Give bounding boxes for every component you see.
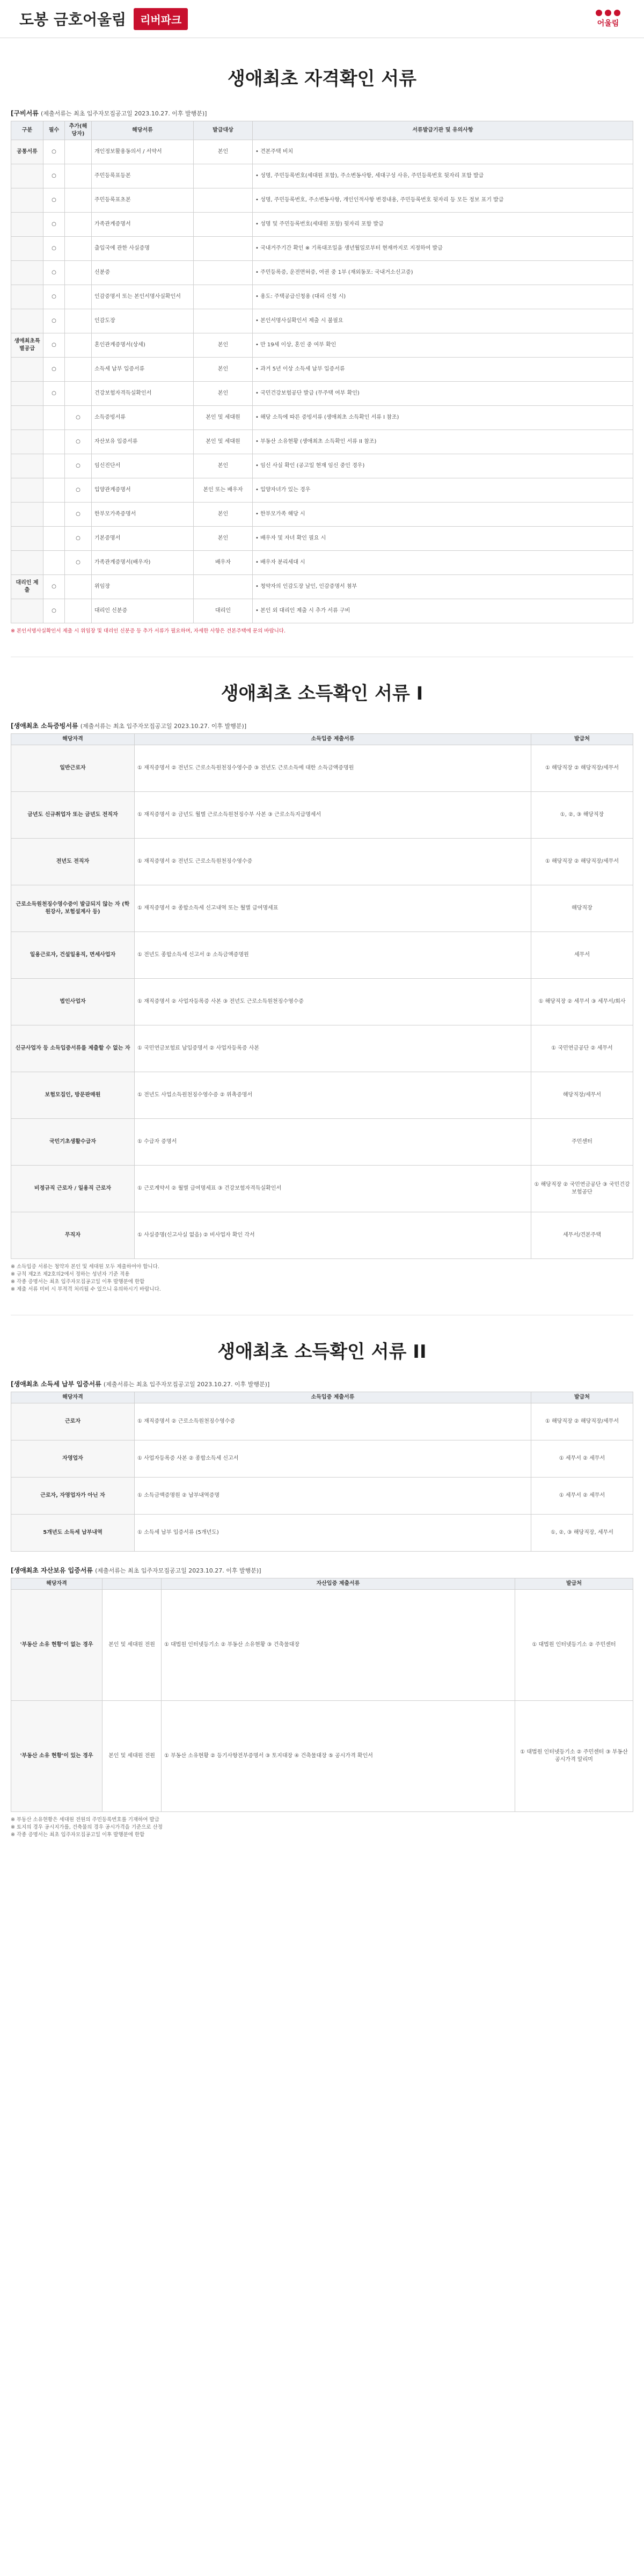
table-cell: ○ (43, 333, 65, 358)
table-cell (43, 551, 65, 575)
top-header (0, 0, 644, 38)
table-cell: ① 소득금액증명원 ② 납부내역증명 (135, 1478, 531, 1515)
table-cell: ① 부동산 소유현황 ② 등기사항전부증명서 ③ 토지대장 ④ 건축물대장 ⑤ 공시가격 확인서 (162, 1701, 515, 1812)
table-cell: 일반근로자 (11, 745, 135, 792)
table-cell: 가족관계증명서 (92, 213, 194, 237)
table-cell: ○ (43, 261, 65, 285)
table-row (11, 309, 633, 333)
table-row (11, 213, 633, 237)
table-cell: • 과거 5년 이상 소득세 납부 입증서류 (253, 358, 633, 382)
table-cell: ○ (65, 551, 92, 575)
table-cell: ① 수급자 증명서 (135, 1119, 531, 1166)
table-cell: 기본증명서 (92, 527, 194, 551)
table-cell: 신규사업자 등 소득입증서류를 제출할 수 없는 자 (11, 1025, 135, 1072)
table-cell: • 국민건강보험공단 발급 (무주택 여부 확인) (253, 382, 633, 406)
table-row (11, 188, 633, 213)
section1-title: 생애최초 자격확인 서류 (227, 68, 417, 90)
table-cell: 세무서 (531, 932, 633, 979)
col-header: 발급대상 (194, 121, 253, 140)
note-line: ※ 토지의 경우 공시지가를, 건축물의 경우 공시가격을 기준으로 산정 (11, 1824, 163, 1830)
table-cell (65, 140, 92, 164)
section1-table (11, 121, 633, 623)
section3-subtitle-note: (제출서류는 최초 입주자모집공고일 2023.10.27. 이후 발행분)] (103, 1381, 270, 1388)
table-cell: ○ (65, 430, 92, 454)
section3-subtitle-label: [생애최초 소득세 납부 입증서류 (11, 1380, 101, 1388)
table-row (11, 745, 633, 792)
table-cell: 주민등록표초본 (92, 188, 194, 213)
logo-text: 어울림 (597, 19, 619, 28)
table-cell: 5개년도 소득세 납부내역 (11, 1515, 135, 1552)
table-row (11, 285, 633, 309)
section2-table (11, 733, 633, 1259)
table-cell: ○ (65, 454, 92, 478)
table-cell: 출입국에 관한 사실증명 (92, 237, 194, 261)
section1-table-header (11, 121, 633, 140)
table-cell: ①, ②, ③ 해당직장 (531, 792, 633, 839)
table-cell: '부동산 소유 현황'이 없는 경우 (11, 1590, 103, 1701)
table-cell: 개인정보활용동의서 / 서약서 (92, 140, 194, 164)
table-row (11, 358, 633, 382)
table-cell: 본인 (194, 454, 253, 478)
table-cell: 국민기초생활수급자 (11, 1119, 135, 1166)
table-cell (43, 430, 65, 454)
brand-logo (596, 10, 620, 28)
table-row (11, 1403, 633, 1440)
col-header: 추가(해당자) (65, 121, 92, 140)
table-cell: '부동산 소유 현황'이 있는 경우 (11, 1701, 103, 1812)
table-cell: 주민센터 (531, 1119, 633, 1166)
table-row (11, 1212, 633, 1259)
col-header: 자산입증 제출서류 (162, 1578, 515, 1590)
table-row (11, 140, 633, 164)
table-row (11, 1025, 633, 1072)
col-header: 발급처 (531, 1392, 633, 1403)
table-cell: 본인 (194, 358, 253, 382)
table-cell: • 성명, 주민등록번호(세대원 포함), 주소변동사항, 세대구성 사유, 주민등록번호 뒷자리 포함 발급 (253, 164, 633, 188)
table-cell: 대리인 (194, 599, 253, 623)
table-cell: 공통서류 (11, 140, 43, 164)
table-cell (11, 213, 43, 237)
table-cell: ① 세무서 ② 세무서 (531, 1478, 633, 1515)
table-row (11, 333, 633, 358)
table-cell: 본인 또는 배우자 (194, 478, 253, 503)
table-cell: 자영업자 (11, 1440, 135, 1478)
section3-asset-header (11, 1578, 633, 1590)
note-line: ※ 각종 증명서는 최초 입주자모집공고일 이후 발행분에 한함 (11, 1279, 145, 1285)
note-line: ※ 규칙 제2조 제2호의2에서 정하는 성년자 기준 적용 (11, 1271, 130, 1277)
table-row (11, 454, 633, 478)
table-cell (194, 309, 253, 333)
table-cell: • 임신 사실 확인 (공고일 현재 임신 중인 경우) (253, 454, 633, 478)
table-cell (43, 503, 65, 527)
table-cell: 본인 및 세대원 (194, 406, 253, 430)
table-cell: 본인 (194, 140, 253, 164)
table-cell: ① 소득세 납부 입증서류 (5개년도) (135, 1515, 531, 1552)
table-cell: ○ (43, 285, 65, 309)
table-cell: ① 해당직장 ② 국민연금공단 ③ 국민건강보험공단 (531, 1166, 633, 1212)
table-cell: • 국내거주기간 확인 ※ 기록대조일을 생년월일로부터 현재까지로 지정하여 발급 (253, 237, 633, 261)
table-cell: 본인 (194, 382, 253, 406)
table-cell: 본인 및 세대원 전원 (103, 1701, 162, 1812)
table-cell: • 만 19세 이상, 혼인 중 여부 확인 (253, 333, 633, 358)
table-cell: 대리인 제출 (11, 575, 43, 599)
table-cell (65, 237, 92, 261)
table-row (11, 1701, 633, 1812)
table-cell: 위임장 (92, 575, 194, 599)
table-row (11, 527, 633, 551)
section1-subtitle (11, 108, 644, 118)
table-cell: 근로소득원천징수영수증이 발급되지 않는 자 (학원강사, 보험설계사 등) (11, 885, 135, 932)
table-cell (11, 188, 43, 213)
table-cell: • 본인 외 대리인 제출 시 추가 서류 구비 (253, 599, 633, 623)
table-row (11, 503, 633, 527)
table-row (11, 885, 633, 932)
table-cell: • 용도: 주택공급신청용 (대리 신청 시) (253, 285, 633, 309)
table-row (11, 1590, 633, 1701)
table-cell: • 한부모가족 해당 시 (253, 503, 633, 527)
table-cell: ○ (43, 140, 65, 164)
table-cell: 소득세 납부 입증서류 (92, 358, 194, 382)
table-row (11, 406, 633, 430)
table-row (11, 1166, 633, 1212)
table-cell: 금년도 신규취업자 또는 금년도 전직자 (11, 792, 135, 839)
table-cell: 무직자 (11, 1212, 135, 1259)
table-cell: 근로자 (11, 1403, 135, 1440)
table-cell: ① 사실증명(신고사실 없음) ② 비사업자 확인 각서 (135, 1212, 531, 1259)
table-cell (65, 333, 92, 358)
footnote-text: ※ 본인서명사실확인서 제출 시 위임장 및 대리인 신분증 등 추가 서류가 필요하며, 자세한 사항은 견본주택에 문의 바랍니다. (11, 628, 286, 634)
table-cell: ○ (43, 599, 65, 623)
table-cell: 건강보험자격득실확인서 (92, 382, 194, 406)
table-cell: 배우자 (194, 551, 253, 575)
table-row (11, 1478, 633, 1515)
table-cell: 법인사업자 (11, 979, 135, 1025)
table-cell: ① 세무서 ② 세무서 (531, 1440, 633, 1478)
table-cell: ① 대법원 인터넷등기소 ② 주민센터 (515, 1590, 633, 1701)
table-cell (65, 575, 92, 599)
table-cell: 혼인관계증명서(상세) (92, 333, 194, 358)
logo-dots-icon (596, 10, 620, 16)
table-cell (11, 382, 43, 406)
table-row (11, 792, 633, 839)
table-cell: ○ (65, 527, 92, 551)
table-cell: ○ (43, 237, 65, 261)
table-cell (11, 454, 43, 478)
table-cell: 본인 (194, 503, 253, 527)
table-cell: ① 국민연금공단 ② 세무서 (531, 1025, 633, 1072)
brand-badge: 리버파크 (134, 8, 188, 30)
table-cell: ○ (65, 406, 92, 430)
table-cell (194, 164, 253, 188)
table-cell: • 입양자녀가 있는 경우 (253, 478, 633, 503)
table-cell (11, 237, 43, 261)
table-cell (65, 285, 92, 309)
table-cell: • 청약자의 인감도장 날인, 인감증명서 첨부 (253, 575, 633, 599)
table-cell (194, 237, 253, 261)
section3-asset-table (11, 1578, 633, 1812)
col-header (103, 1578, 162, 1590)
table-cell: • 본인서명사실확인서 제출 시 불필요 (253, 309, 633, 333)
table-cell: 가족관계증명서(배우자) (92, 551, 194, 575)
table-cell: 본인 (194, 333, 253, 358)
table-cell: ① 재직증명서 ② 전년도 근로소득원천징수영수증 (135, 839, 531, 885)
table-cell (194, 261, 253, 285)
table-cell (43, 406, 65, 430)
table-row (11, 261, 633, 285)
table-cell: ①, ②, ③ 해당직장, 세무서 (531, 1515, 633, 1552)
table-row (11, 979, 633, 1025)
table-row (11, 164, 633, 188)
section3-subtitle (11, 1379, 644, 1388)
col-header: 소득입증 제출서류 (135, 734, 531, 745)
table-cell: 생애최초특별공급 (11, 333, 43, 358)
col-header: 해당자격 (11, 734, 135, 745)
table-cell: 해당직장/세무서 (531, 1072, 633, 1119)
col-header: 발급처 (531, 734, 633, 745)
table-cell: 주민등록표등본 (92, 164, 194, 188)
section1-subtitle-note: (제출서류는 최초 입주자모집공고일 2023.10.27. 이후 발행분)] (41, 110, 207, 117)
note-line: ※ 제출 서류 미비 시 부적격 처리될 수 있으니 유의하시기 바랍니다. (11, 1286, 161, 1292)
table-cell: 인감증명서 또는 본인서명사실확인서 (92, 285, 194, 309)
table-cell (11, 285, 43, 309)
table-cell (65, 309, 92, 333)
table-row (11, 478, 633, 503)
table-cell: ○ (43, 382, 65, 406)
table-cell: ○ (43, 309, 65, 333)
table-cell: ① 재직증명서 ② 종합소득세 신고내역 또는 월별 급여명세표 (135, 885, 531, 932)
table-cell: 근로자, 자영업자가 아닌 자 (11, 1478, 135, 1515)
table-cell (11, 599, 43, 623)
table-cell: 대리인 신분증 (92, 599, 194, 623)
col-header: 구분 (11, 121, 43, 140)
section1-footnote (11, 628, 633, 635)
table-cell (65, 213, 92, 237)
col-header: 해당자격 (11, 1578, 103, 1590)
table-cell (194, 285, 253, 309)
table-cell: 한부모가족증명서 (92, 503, 194, 527)
section2-subtitle-label: [생애최초 소득증빙서류 (11, 722, 78, 730)
section3-notes (11, 1816, 633, 1838)
table-cell (11, 478, 43, 503)
section2-subtitle-note: (제출서류는 최초 입주자모집공고일 2023.10.27. 이후 발행분)] (80, 723, 247, 730)
section3-table-header (11, 1392, 633, 1403)
table-cell (65, 599, 92, 623)
table-row (11, 1072, 633, 1119)
table-cell: ① 해당직장 ② 해당직장/세무서 (531, 839, 633, 885)
section1-subtitle-label: [구비서류 (11, 110, 39, 117)
table-cell: • 해당 소득에 따른 증빙서류 (생애최초 소득확인 서류 I 참조) (253, 406, 633, 430)
table-cell: ① 근로계약서 ② 월별 급여명세표 ③ 건강보험자격득실확인서 (135, 1166, 531, 1212)
table-cell: 인감도장 (92, 309, 194, 333)
section3-subtitle2 (11, 1566, 644, 1575)
table-cell: ① 국민연금보험료 납입증명서 ② 사업자등록증 사본 (135, 1025, 531, 1072)
table-cell: • 성명, 주민등록번호, 주소변동사항, 개인인적사항 변경내용, 주민등록번호 뒷자리 등 모든 정보 표기 발급 (253, 188, 633, 213)
table-cell: ① 재직증명서 ② 전년도 근로소득원천징수영수증 ③ 전년도 근로소득에 대한 소득금액증명원 (135, 745, 531, 792)
table-cell (65, 261, 92, 285)
table-cell: 보험모집인, 방문판매원 (11, 1072, 135, 1119)
table-cell: ○ (43, 358, 65, 382)
section3-subtitle2-label: [생애최초 자산보유 입증서류 (11, 1567, 93, 1574)
brand-title: 도봉 금호어울림 (19, 11, 127, 28)
col-header: 소득입증 제출서류 (135, 1392, 531, 1403)
table-cell: 해당직장 (531, 885, 633, 932)
table-cell: 일용근로자, 건설일용직, 면세사업자 (11, 932, 135, 979)
table-cell (194, 213, 253, 237)
table-cell (194, 575, 253, 599)
section2-title: 생애최초 소득확인 서류 I (221, 683, 423, 704)
table-cell (65, 382, 92, 406)
table-cell: ① 재직증명서 ② 근로소득원천징수영수증 (135, 1403, 531, 1440)
table-cell: ○ (43, 164, 65, 188)
col-header: 해당서류 (92, 121, 194, 140)
table-cell: ① 재직증명서 ② 사업자등록증 사본 ③ 전년도 근로소득원천징수영수증 (135, 979, 531, 1025)
table-row (11, 237, 633, 261)
table-row (11, 551, 633, 575)
table-cell (11, 164, 43, 188)
table-cell (43, 454, 65, 478)
table-row (11, 839, 633, 885)
table-cell: ○ (43, 188, 65, 213)
table-cell (43, 478, 65, 503)
table-cell (11, 406, 43, 430)
table-cell (65, 188, 92, 213)
table-cell: 입양관계증명서 (92, 478, 194, 503)
note-line: ※ 부동산 소유현황은 세대원 전원의 주민등록번호를 기재하여 발급 (11, 1817, 159, 1823)
table-cell: ○ (65, 503, 92, 527)
table-cell: 본인 및 세대원 (194, 430, 253, 454)
table-row (11, 932, 633, 979)
table-cell: 세무서/견본주택 (531, 1212, 633, 1259)
table-cell: • 성명 및 주민등록번호(세대원 포함) 뒷자리 포함 발급 (253, 213, 633, 237)
table-row (11, 1440, 633, 1478)
table-row (11, 599, 633, 623)
table-cell: • 배우자 분리세대 시 (253, 551, 633, 575)
table-cell (65, 358, 92, 382)
table-row (11, 575, 633, 599)
table-cell (65, 164, 92, 188)
table-cell: ○ (43, 575, 65, 599)
table-cell: ① 전년도 종합소득세 신고서 ② 소득금액증명원 (135, 932, 531, 979)
table-row (11, 1515, 633, 1552)
table-cell: • 견본주택 비치 (253, 140, 633, 164)
table-row (11, 382, 633, 406)
table-cell: ① 사업자등록증 사본 ② 종합소득세 신고서 (135, 1440, 531, 1478)
table-cell (11, 527, 43, 551)
note-line: ※ 소득입증 서류는 청약자 본인 및 세대원 모두 제출하여야 합니다. (11, 1264, 159, 1270)
col-header: 서류발급기관 및 유의사항 (253, 121, 633, 140)
section3-subtitle2-note: (제출서류는 최초 입주자모집공고일 2023.10.27. 이후 발행분)] (95, 1567, 261, 1574)
table-cell: 임신진단서 (92, 454, 194, 478)
col-header: 해당자격 (11, 1392, 135, 1403)
table-row (11, 1119, 633, 1166)
col-header: 필수 (43, 121, 65, 140)
table-cell: 비정규직 근로자 / 일용직 근로자 (11, 1166, 135, 1212)
table-cell (11, 309, 43, 333)
table-cell (11, 261, 43, 285)
table-cell: ① 해당직장 ② 해당직장/세무서 (531, 745, 633, 792)
table-cell: ① 대법원 인터넷등기소 ② 부동산 소유현황 ③ 건축물대장 (162, 1590, 515, 1701)
table-cell: ① 대법원 인터넷등기소 ② 주민센터 ③ 부동산 공시가격 알리미 (515, 1701, 633, 1812)
note-line: ※ 각종 증명서는 최초 입주자모집공고일 이후 발행분에 한함 (11, 1832, 145, 1838)
col-header: 발급처 (515, 1578, 633, 1590)
brand-group (19, 8, 188, 30)
table-cell: • 부동산 소유현황 (생애최초 소득확인 서류 II 참조) (253, 430, 633, 454)
table-cell (43, 527, 65, 551)
section3-title: 생애최초 소득확인 서류 II (217, 1341, 427, 1363)
table-cell: ① 해당직장 ② 해당직장/세무서 (531, 1403, 633, 1440)
table-cell (11, 551, 43, 575)
table-cell: • 주민등록증, 운전면허증, 여권 중 1부 (재외동포: 국내거소신고증) (253, 261, 633, 285)
table-cell: 본인 및 세대원 전원 (103, 1590, 162, 1701)
section2-notes (11, 1263, 633, 1293)
section2-table-header (11, 734, 633, 745)
table-cell: 신분증 (92, 261, 194, 285)
table-cell: 자산보유 입증서류 (92, 430, 194, 454)
section3-table (11, 1392, 633, 1552)
table-cell: ○ (65, 478, 92, 503)
table-cell (11, 503, 43, 527)
table-cell: 소득증빙서류 (92, 406, 194, 430)
table-cell: ① 해당직장 ② 세무서 ③ 세무서/회사 (531, 979, 633, 1025)
table-cell: • 배우자 및 자녀 확인 필요 시 (253, 527, 633, 551)
table-cell (11, 358, 43, 382)
table-cell (11, 430, 43, 454)
table-cell: 본인 (194, 527, 253, 551)
table-cell (194, 188, 253, 213)
table-cell: 전년도 전직자 (11, 839, 135, 885)
table-cell: ○ (43, 213, 65, 237)
table-cell: ① 전년도 사업소득원천징수영수증 ② 위촉증명서 (135, 1072, 531, 1119)
table-cell: ① 재직증명서 ② 금년도 월별 근로소득원천징수부 사본 ③ 근로소득지급명세서 (135, 792, 531, 839)
section2-subtitle (11, 721, 644, 730)
table-row (11, 430, 633, 454)
